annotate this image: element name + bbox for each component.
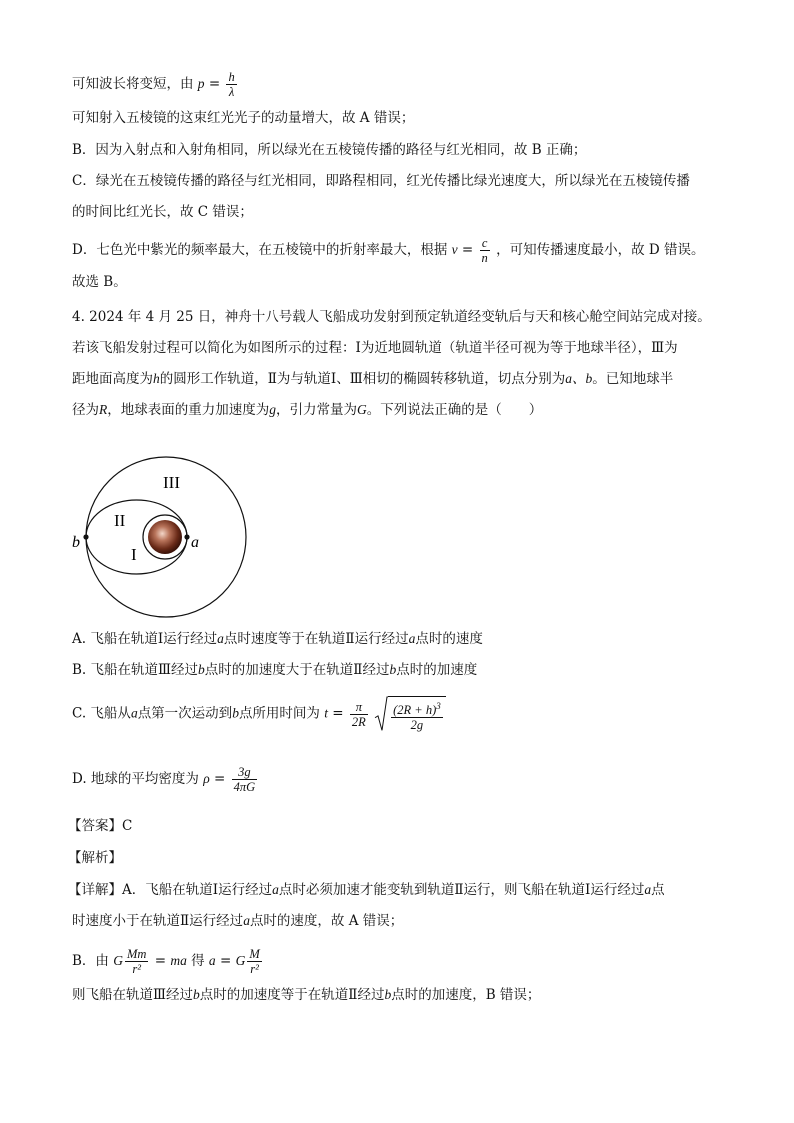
line-text: D．七色光中紫光的频率最大，在五棱镜中的折射率最大，根据 [72,242,448,258]
frac-denominator: λ [228,85,235,99]
equals-sign: = [215,953,236,969]
line-text: 。已知地球半 [592,371,674,387]
line-text: 。下列说法正确的是（ ） [366,402,543,418]
line-text: 点时必须加速才能变轨到轨道Ⅱ运行，则飞船在轨道Ⅰ运行经过 [278,882,645,898]
line-text: 时速度小于在轨道Ⅱ运行经过 [72,913,244,929]
frac-numerator: M [249,947,260,961]
label-II: II [114,511,126,530]
var-a: a [243,913,250,928]
option-text: 点时的加速度大于在轨道Ⅱ经过 [204,662,390,678]
option-text: 点所用时间为 [238,705,320,722]
option-text: C. 飞船从 [72,705,131,722]
inner-expression: (2R + h) [393,703,437,718]
line-text: ，引力常量为 [276,402,357,418]
frac-denominator: 2R [351,714,366,729]
option-B [72,660,477,680]
text-line-7: 故选 B。 [72,274,127,290]
radical-sign [374,696,388,732]
line-text: 点时的加速度等于在轨道Ⅱ经过 [199,987,385,1003]
var-b: b [384,987,392,1002]
explanation-line-2 [72,911,403,931]
var-g: g [269,402,276,417]
fraction-Mm-over-r2 [125,947,148,976]
frac-numerator: Mm [126,947,147,961]
frac-numerator: h [228,70,235,84]
option-C [72,696,446,732]
question-line-3 [72,369,673,389]
var-b: b [389,662,397,677]
orbit-diagram [65,455,265,620]
analysis-label: 【解析】 [68,850,122,866]
line-text: 点 [651,882,665,898]
option-A [72,629,483,649]
frac-denominator: r² [250,962,259,976]
question-line-4 [72,400,542,420]
text-line-6 [72,236,704,265]
var-a: a [130,705,138,721]
line-text: A．飞船在轨道Ⅰ运行经过 [122,882,273,898]
earth [148,520,182,554]
line-text: 距地面高度为 [72,371,153,387]
fraction-inner [391,699,443,732]
var-R: R [99,402,108,417]
var-t: t [324,705,328,721]
var-G: G [357,402,367,417]
square-root [374,696,446,732]
var-a: a [208,953,216,968]
var-ab: a、b [565,371,593,386]
fraction-h-over-lambda [226,70,236,99]
equals-sign: = [150,953,171,969]
frac-numerator: c [480,236,490,251]
point-b [83,534,88,539]
option-D [72,765,259,794]
option-text: A. 飞船在轨道Ⅰ运行经过 [72,631,218,647]
var-a: a [644,882,652,897]
line-text: 则飞船在轨道Ⅲ经过 [72,987,194,1003]
fraction-3g-over-4piG [232,765,258,794]
label-b: b [72,534,80,551]
frac-denominator: 2g [410,718,424,733]
var-rho: ρ [203,771,210,786]
var-b: b [193,987,200,1002]
text-line-5: 的时间比红光长，故 C 错误； [72,204,253,220]
var-b: b [198,662,205,677]
explanation-line-1 [68,880,665,900]
frac-denominator: 4πG [233,780,256,794]
question-line-1: 4. 2024 年 4 月 25 日，神舟十八号载人飞船成功发射到预定轨道经变轨后与天和核心舱空间站完成对接。 [72,309,711,325]
frac-numerator: 3g [232,765,258,780]
option-text: D. 地球的平均密度为 [72,771,199,787]
answer-value: C [122,818,133,834]
explanation-line-3 [72,947,264,976]
point-a [184,534,189,539]
frac-denominator: n [481,251,488,265]
line-text: B．由 [72,953,109,969]
var-G: G [235,953,246,968]
exponent: 3 [436,701,441,711]
detail-label: 【详解】 [68,882,122,898]
equals-sign: = [209,771,230,787]
question-line-2: 若该飞船发射过程可以简化为如图所示的过程：Ⅰ为近地圆轨道（轨道半径可视为等于地球半径），Ⅲ为 [72,340,678,356]
var-h: h [153,371,160,386]
fraction-c-over-n [480,236,490,265]
line-text: 可知波长将变短，由 [72,76,194,92]
answer-line [68,816,132,836]
text-line-1 [72,70,239,99]
equals-sign: = [204,76,225,92]
equals-sign: = [328,705,348,722]
frac-denominator: r² [132,962,141,976]
var-a: a [272,882,279,897]
option-text: 点时的速度 [415,631,483,647]
text-line-4: C．绿光在五棱镜传播的路径与红光相同，即路程相同，红光传播比绿光速度大，所以绿光在五棱镜传播 [72,173,690,189]
var-v: v [451,242,458,257]
option-text: 点第一次运动到 [137,705,233,722]
line-text: 点时的速度，故 A 错误； [249,913,404,929]
line-text: ，可知传播速度最小，故 D 错误。 [496,242,705,258]
label-I: I [131,545,137,564]
frac-numerator [391,699,443,718]
line-text: 点时的加速度，B 错误； [391,987,541,1003]
frac-numerator: π [350,700,368,715]
explanation-line-4 [72,985,540,1005]
text-line-2: 可知射入五棱镜的这束红光光子的动量增大，故 A 错误； [72,110,415,126]
line-text: 得 [186,953,209,969]
fraction-M-over-r2 [247,947,261,976]
text-line-3: B．因为入射点和入射角相同，所以绿光在五棱镜传播的路径与红光相同，故 B 正确； [72,142,587,158]
var-b: b [232,705,239,721]
var-a: a [217,631,224,646]
line-text: 径为 [72,402,99,418]
var-G: G [113,953,123,968]
var-p: p [197,76,205,91]
fraction-pi-over-2R [350,700,368,729]
var-ma: ma [170,953,187,968]
option-text: 点时速度等于在轨道Ⅱ运行经过 [223,631,409,647]
line-text: ，地球表面的重力加速度为 [107,402,270,418]
line-text: 的圆形工作轨道，Ⅱ为与轨道Ⅰ、Ⅲ相切的椭圆转移轨道，切点分别为 [159,371,566,387]
label-a: a [191,534,199,551]
option-text: 点时的加速度 [396,662,478,678]
label-III: III [163,473,180,492]
equals-sign: = [457,242,478,258]
var-a: a [408,631,416,646]
answer-label: 【答案】 [68,818,122,834]
option-text: B. 飞船在轨道Ⅲ经过 [72,662,199,678]
